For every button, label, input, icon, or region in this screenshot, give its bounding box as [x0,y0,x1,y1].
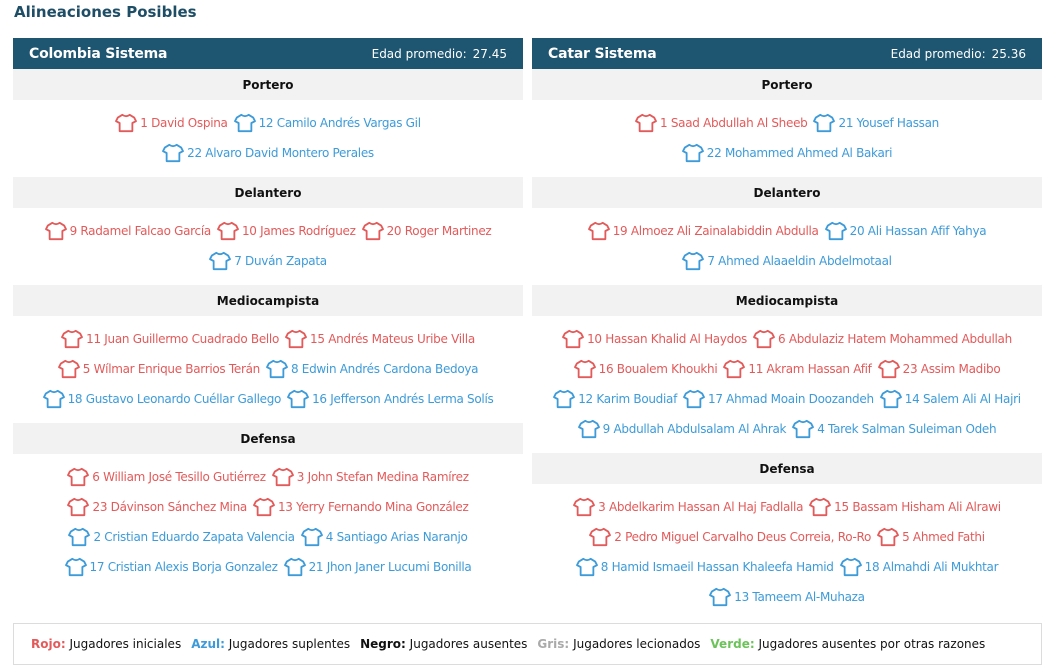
player-link[interactable] [362,221,492,241]
player-row [13,462,523,492]
player-link[interactable] [61,329,279,349]
shirt-icon [217,221,239,241]
player-row [532,246,1042,276]
player-name: 22 Mohammed Ahmed Al Bakari [706,146,893,160]
player-row [532,492,1042,522]
player-link[interactable] [284,557,472,577]
player-name: 13 Tameem Al-Muhaza [734,590,865,604]
shirt-icon [792,419,814,439]
shirt-icon [562,329,584,349]
player-link[interactable] [573,497,803,517]
team-header [13,38,523,69]
position-header: Delantero [13,177,523,208]
player-link[interactable] [809,497,1001,517]
shirt-icon [253,497,275,517]
player-name: 20 Roger Martinez [386,224,492,238]
shirt-icon [840,557,862,577]
player-name: 5 Ahmed Fathi [902,530,985,544]
legend-desc: Jugadores lecionados [573,637,701,651]
player-link[interactable] [58,359,260,379]
average-age-label: Edad promedio: [890,46,986,61]
player-link[interactable] [880,389,1021,409]
player-row [532,384,1042,414]
player-name: 17 Cristian Alexis Borja Gonzalez [89,560,278,574]
player-name: 1 Saad Abdullah Al Sheeb [660,116,808,130]
legend [13,623,1042,665]
shirt-icon [877,527,899,547]
player-name: 15 Bassam Hisham Ali Alrawi [834,500,1001,514]
player-name: 23 Assim Madibo [902,362,1001,376]
shirt-icon [301,527,323,547]
shirt-icon [578,419,600,439]
shirt-icon [115,113,137,133]
player-name: 17 Ahmad Moain Doozandeh [708,392,874,406]
player-name: 22 Alvaro David Montero Perales [187,146,374,160]
player-link[interactable] [576,557,834,577]
shirt-icon [45,221,67,241]
shirt-icon [589,527,611,547]
legend-key: Rojo: [31,637,66,651]
player-row [532,216,1042,246]
player-link[interactable] [683,389,874,409]
player-link[interactable] [635,113,807,133]
player-name: 12 Camilo Andrés Vargas Gil [258,116,421,130]
shirt-icon [588,221,610,241]
player-link[interactable] [553,389,677,409]
player-name: 7 Duván Zapata [234,254,327,268]
legend-key: Gris: [537,637,570,651]
legend-desc: Jugadores ausentes [409,637,528,651]
shirt-icon [68,527,90,547]
shirt-icon [683,389,705,409]
shirt-icon [553,389,575,409]
player-rows [532,100,1042,177]
shirt-icon [635,113,657,133]
average-age-value: 27.45 [472,46,507,61]
player-link[interactable] [68,527,294,547]
player-name: 21 Jhon Janer Lucumi Bonilla [308,560,472,574]
player-name: 4 Santiago Arias Naranjo [325,530,468,544]
legend-key: Negro: [360,637,406,651]
player-link[interactable] [266,359,478,379]
player-rows [13,208,523,285]
player-row [13,384,523,414]
player-link[interactable] [578,419,787,439]
shirt-icon [723,359,745,379]
player-link[interactable] [162,143,374,163]
player-row [532,522,1042,552]
player-link[interactable] [562,329,747,349]
player-name: 7 Ahmed Alaaeldin Abdelmotaal [707,254,892,268]
shirt-icon [162,143,184,163]
player-rows [532,484,1042,621]
shirt-icon [61,329,83,349]
page-title: Alineaciones Posibles [14,3,197,21]
player-name: 15 Andrés Mateus Uribe Villa [310,332,475,346]
legend-desc: Jugadores iniciales [69,637,182,651]
player-row [13,108,523,138]
team-header [532,38,1042,69]
player-row [532,108,1042,138]
player-row [13,138,523,168]
player-link[interactable] [574,359,718,379]
legend-item [360,637,527,651]
player-name: 9 Radamel Falcao García [69,224,211,238]
legend-item [31,637,181,651]
player-link[interactable] [877,527,985,547]
player-link[interactable] [65,557,278,577]
team-name: Catar Sistema [548,45,657,62]
position-header: Defensa [13,423,523,454]
player-link[interactable] [709,587,864,607]
player-name: 10 Hassan Khalid Al Haydos [587,332,747,346]
player-name: 18 Almahdi Ali Mukhtar [864,560,999,574]
legend-key: Verde: [710,637,755,651]
player-row [13,354,523,384]
player-row [13,324,523,354]
shirt-icon [813,113,835,133]
player-name: 6 William José Tesillo Gutiérrez [92,470,266,484]
player-row [13,246,523,276]
player-name: 12 Karim Boudiaf [578,392,677,406]
player-link[interactable] [45,221,211,241]
shirt-icon [573,497,595,517]
player-name: 19 Almoez Ali Zainalabiddin Abdulla [612,224,819,238]
player-rows [532,316,1042,453]
shirt-icon [266,359,288,379]
shirt-icon [825,221,847,241]
player-row [532,552,1042,582]
legend-item [710,637,985,651]
team-panel-0 [13,38,523,591]
player-name: 14 Salem Ali Al Hajri [904,392,1021,406]
shirt-icon [682,143,704,163]
player-name: 8 Hamid Ismaeil Hassan Khaleefa Hamid [600,560,834,574]
player-name: 3 John Stefan Medina Ramírez [296,470,469,484]
player-link[interactable] [272,467,469,487]
player-name: 5 Wílmar Enrique Barrios Terán [82,362,260,376]
player-row [13,522,523,552]
shirt-icon [58,359,80,379]
player-name: 11 Akram Hassan Afif [748,362,872,376]
shirt-icon [362,221,384,241]
player-rows [13,100,523,177]
shirt-icon [65,557,87,577]
legend-desc: Jugadores suplentes [228,637,351,651]
player-link[interactable] [825,221,987,241]
player-link[interactable] [234,113,421,133]
legend-item [191,637,350,651]
player-link[interactable] [723,359,871,379]
shirt-icon [67,497,89,517]
shirt-icon [753,329,775,349]
player-link[interactable] [878,359,1001,379]
position-header: Mediocampista [532,285,1042,316]
player-link[interactable] [115,113,227,133]
shirt-icon [709,587,731,607]
player-rows [13,454,523,591]
shirt-icon [287,389,309,409]
player-name: 16 Jefferson Andrés Lerma Solís [312,392,494,406]
player-name: 10 James Rodríguez [241,224,356,238]
player-name: 2 Pedro Miguel Carvalho Deus Correia, Ro-Ro [614,530,872,544]
player-row [13,492,523,522]
player-name: 20 Ali Hassan Afif Yahya [849,224,987,238]
player-link[interactable] [682,143,892,163]
shirt-icon [272,467,294,487]
player-row [13,552,523,582]
player-link[interactable] [287,389,493,409]
average-age [372,47,507,61]
player-link[interactable] [813,113,938,133]
positions-list [532,69,1042,621]
shirt-icon [285,329,307,349]
player-row [13,216,523,246]
shirt-icon [574,359,596,379]
shirt-icon [234,113,256,133]
position-header: Mediocampista [13,285,523,316]
shirt-icon [284,557,306,577]
player-link[interactable] [285,329,475,349]
player-name: 23 Dávinson Sánchez Mina [92,500,247,514]
player-name: 2 Cristian Eduardo Zapata Valencia [93,530,295,544]
position-header: Defensa [532,453,1042,484]
player-name: 13 Yerry Fernando Mina González [277,500,469,514]
legend-item [537,637,700,651]
player-row [532,582,1042,612]
player-link[interactable] [43,389,282,409]
player-link[interactable] [253,497,469,517]
player-link[interactable] [67,467,265,487]
player-link[interactable] [589,527,871,547]
player-link[interactable] [588,221,819,241]
positions-list [13,69,523,591]
position-header: Portero [13,69,523,100]
player-link[interactable] [840,557,999,577]
position-header: Delantero [532,177,1042,208]
shirt-icon [809,497,831,517]
position-header: Portero [532,69,1042,100]
player-rows [532,208,1042,285]
player-name: 1 David Ospina [140,116,228,130]
player-name: 18 Gustavo Leonardo Cuéllar Gallego [67,392,282,406]
player-name: 6 Abdulaziz Hatem Mohammed Abdullah [777,332,1012,346]
team-name: Colombia Sistema [29,45,168,62]
player-link[interactable] [217,221,356,241]
player-row [532,414,1042,444]
player-row [532,324,1042,354]
player-link[interactable] [753,329,1012,349]
player-name: 16 Boualem Khoukhi [598,362,718,376]
player-row [532,138,1042,168]
shirt-icon [209,251,231,271]
average-age [891,47,1026,61]
player-name: 21 Yousef Hassan [838,116,939,130]
player-name: 8 Edwin Andrés Cardona Bedoya [290,362,479,376]
average-age-label: Edad promedio: [371,46,467,61]
player-name: 3 Abdelkarim Hassan Al Haj Fadlalla [598,500,804,514]
legend-key: Azul: [191,637,225,651]
player-link[interactable] [301,527,468,547]
player-link[interactable] [792,419,996,439]
player-name: 4 Tarek Salman Suleiman Odeh [817,422,997,436]
average-age-value: 25.36 [991,46,1026,61]
player-link[interactable] [682,251,891,271]
player-row [532,354,1042,384]
shirt-icon [67,467,89,487]
player-link[interactable] [67,497,246,517]
legend-desc: Jugadores ausentes por otras razones [758,637,986,651]
shirt-icon [878,359,900,379]
shirt-icon [682,251,704,271]
shirt-icon [880,389,902,409]
shirt-icon [576,557,598,577]
team-panel-1 [532,38,1042,621]
player-name: 11 Juan Guillermo Cuadrado Bello [86,332,280,346]
player-name: 9 Abdullah Abdulsalam Al Ahrak [602,422,787,436]
player-link[interactable] [209,251,327,271]
shirt-icon [43,389,65,409]
player-rows [13,316,523,423]
